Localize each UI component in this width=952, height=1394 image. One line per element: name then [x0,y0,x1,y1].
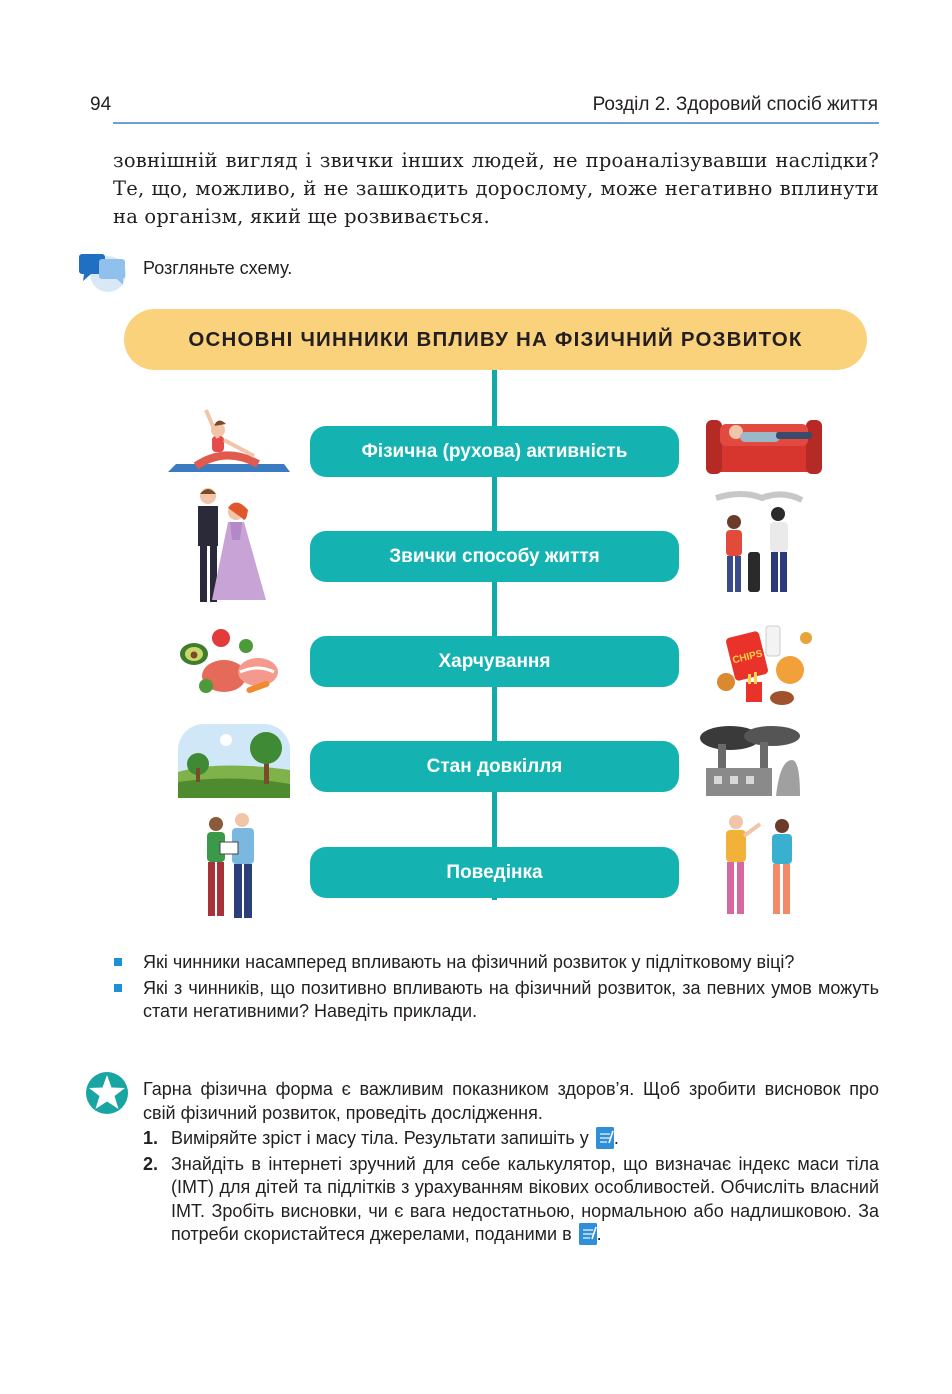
header-divider [113,122,879,124]
factor-physical-activity: Фізична (рухова) активність [310,426,679,477]
step-end: . [596,1224,602,1244]
dancing-couple-illustration [186,484,270,606]
bullet-square-icon [114,984,122,992]
step-number: 1. [143,1128,159,1148]
scheme-title: ОСНОВНІ ЧИННИКИ ВПЛИВУ НА ФІЗИЧНИЙ РОЗВИТОК [124,309,867,370]
step-text: Знайдіть в інтернеті зручний для себе калькулятор, що визначає індекс маси тіла (ІМТ) для дітей та підлітків з урахуванням вікових особливостей. Обчисліть власний ІМТ. Зробіть висновки, чи є вага недостатньою, нормальною або надлишковою. За потреби скористайтеся джерелами, поданими в [171,1153,879,1244]
factor-behavior: Поведінка [310,847,679,898]
step-end: . [613,1128,619,1148]
research-task [143,1078,879,1247]
question-text: Які чинники насамперед впливають на фізичний розвиток у підлітковому віці? [143,952,795,972]
task-intro: Гарна фізична форма є важливим показником здоров’я. Щоб зробити висновок про свій фізичний розвиток, проведіть дослідження. [143,1079,879,1123]
scheme-prompt: Розгляньте схему. [143,258,293,278]
task-step [143,1153,879,1247]
question-text: Які з чинників, що позитивно впливають на фізичний розвиток, за певних умов можуть стати негативними? Наведіть приклади. [143,977,879,1021]
intro-paragraph [113,147,879,231]
chips-label: CHIPS [731,648,764,667]
healthy-food-illustration [176,624,282,704]
bullet-square-icon [114,958,122,966]
page-number: 94 [90,94,112,115]
stretching-woman-illustration [166,406,290,474]
notebook-icon [579,1223,597,1245]
star-task-icon [84,1070,130,1116]
questions-list [113,951,879,1026]
arguing-couple-illustration [716,812,810,918]
junk-food-illustration [710,612,816,712]
nature-landscape-illustration [178,724,290,798]
factory-pollution-illustration [700,724,804,800]
factor-lifestyle-habits: Звички способу життя [310,531,679,582]
discussion-icon [79,250,129,294]
intro-text: зовнішній вигляд і звички інших людей, не проаналізувавши наслідки? Те, що, можливо, й не зашкодить дорослому, може негативно вплинути на організм, який ще розвивається. [113,149,879,228]
section-title: Розділ 2. Здоровий спосіб життя [592,94,878,115]
reading-couple-illustration [198,812,264,920]
factor-environment: Стан довкілля [310,741,679,792]
notebook-icon [596,1127,614,1149]
step-text: Виміряйте зріст і масу тіла. Результати запишіть у [171,1128,589,1148]
step-number: 2. [143,1153,159,1174]
person-on-sofa-illustration [706,410,822,476]
list-item [113,951,879,975]
task-step [143,1127,879,1151]
list-item [113,977,879,1024]
smoking-teens-illustration [712,490,804,596]
factor-nutrition: Харчування [310,636,679,687]
